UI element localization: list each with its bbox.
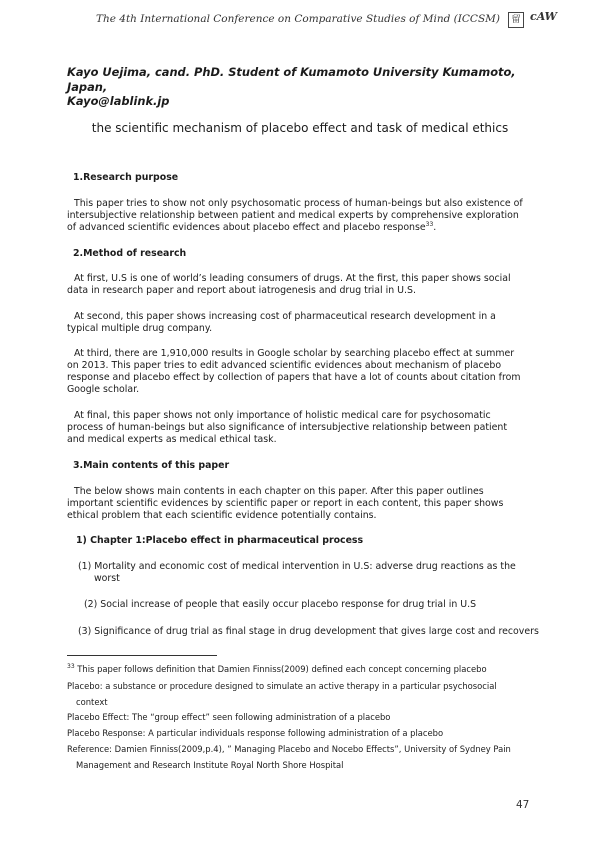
- footnote-intro: [67, 664, 537, 675]
- footnote-line: context: [76, 697, 108, 707]
- chapter1-heading: 1) Chapter 1:Placebo effect in pharmaceutical process: [76, 535, 364, 546]
- footnote-line: Placebo: a substance or procedure designed to simulate an active therapy in a particular psychosocial: [67, 681, 497, 691]
- footnote-ref: 33: [425, 220, 434, 228]
- footnote-placebo-effect: Placebo Effect: The “group effect” seen following administration of a placebo: [67, 712, 391, 722]
- purpose-text: This paper tries to show not only psychosomatic process of human-beings but also existence of intersubjective relationship between patient and medical experts by comprehensive exploration of advanced scientific evidences about placebo effect and placebo response: [67, 198, 523, 233]
- footnote-divider: [67, 655, 217, 656]
- purpose-paragraph: [67, 198, 527, 234]
- section-heading-purpose: 1.Research purpose: [73, 172, 179, 183]
- method-paragraph-3: At third, there are 1,910,000 results in Google scholar by searching placebo effect at summer on 2013. This paper tries to edit advanced scientific evidences about mechanism of placebo response and placebo effect by collection of papers that have a lot of counts about citation from Google scholar.: [67, 348, 521, 395]
- method-paragraph-4: At final, this paper shows not only importance of holistic medical care for psychosomatic process of human-beings but also significance of intersubjective relationship between patient and medical experts as medical ethical task.: [67, 410, 508, 445]
- list-item: (3) Significance of drug trial as final stage in drug development that gives large cost and recovers: [78, 626, 539, 637]
- method-paragraph-1: At first, U.S is one of world’s leading consumers of drugs. At the first, this paper shows social data in research paper and report about iatrogenesis and drug trial in U.S.: [67, 273, 511, 296]
- list-item-line: (1) Mortality and economic cost of medical intervention in U.S: adverse drug reactions as the: [78, 561, 516, 572]
- section-heading-contents: 3.Main contents of this paper: [73, 460, 230, 471]
- footnote-text: This paper follows definition that Damien Finniss(2009) defined each concept concerning placebo: [74, 664, 487, 674]
- author-affiliation: Kayo Uejima, cand. PhD. Student of Kumamoto University Kumamoto, Japan,: [67, 65, 516, 94]
- purpose-end: .: [433, 222, 437, 233]
- contents-paragraph: The below shows main contents in each chapter on this paper. After this paper outlines important scientific evidences by scientific paper or report in each content, this paper shows ethical problem that each scientific evidence potentially contains.: [67, 486, 504, 521]
- conference-logo-icon: 留: [508, 12, 524, 28]
- author-email: Kayo@lablink.jp: [67, 94, 170, 108]
- footnote-placebo: [67, 681, 537, 708]
- list-item: [78, 561, 538, 585]
- footnote-reference: [67, 744, 537, 771]
- list-item-line: worst: [94, 573, 120, 584]
- list-item: (2) Social increase of people that easily occur placebo response for drug trial in U.S: [84, 599, 477, 610]
- conference-header: The 4th International Conference on Comparative Studies of Mind (ICCSM): [95, 13, 500, 25]
- footnote-line: Management and Research Institute Royal North Shore Hospital: [76, 760, 344, 770]
- footnote-number: 33: [67, 663, 75, 671]
- paper-title: the scientific mechanism of placebo effect and task of medical ethics: [91, 121, 509, 135]
- caw-logo-icon: cAW: [530, 10, 558, 23]
- method-paragraph-2: At second, this paper shows increasing cost of pharmaceutical research development in a typical multiple drug company.: [67, 311, 496, 334]
- footnote-line: Reference: Damien Finniss(2009,p.4), ” Managing Placebo and Nocebo Effects”, University of Sydney Pain: [67, 744, 511, 754]
- page-number: 47: [516, 799, 530, 811]
- footnote-placebo-response: Placebo Response: A particular individuals response following administration of a placebo: [67, 728, 444, 738]
- section-heading-method: 2.Method of research: [73, 248, 187, 259]
- author-block: [67, 65, 537, 109]
